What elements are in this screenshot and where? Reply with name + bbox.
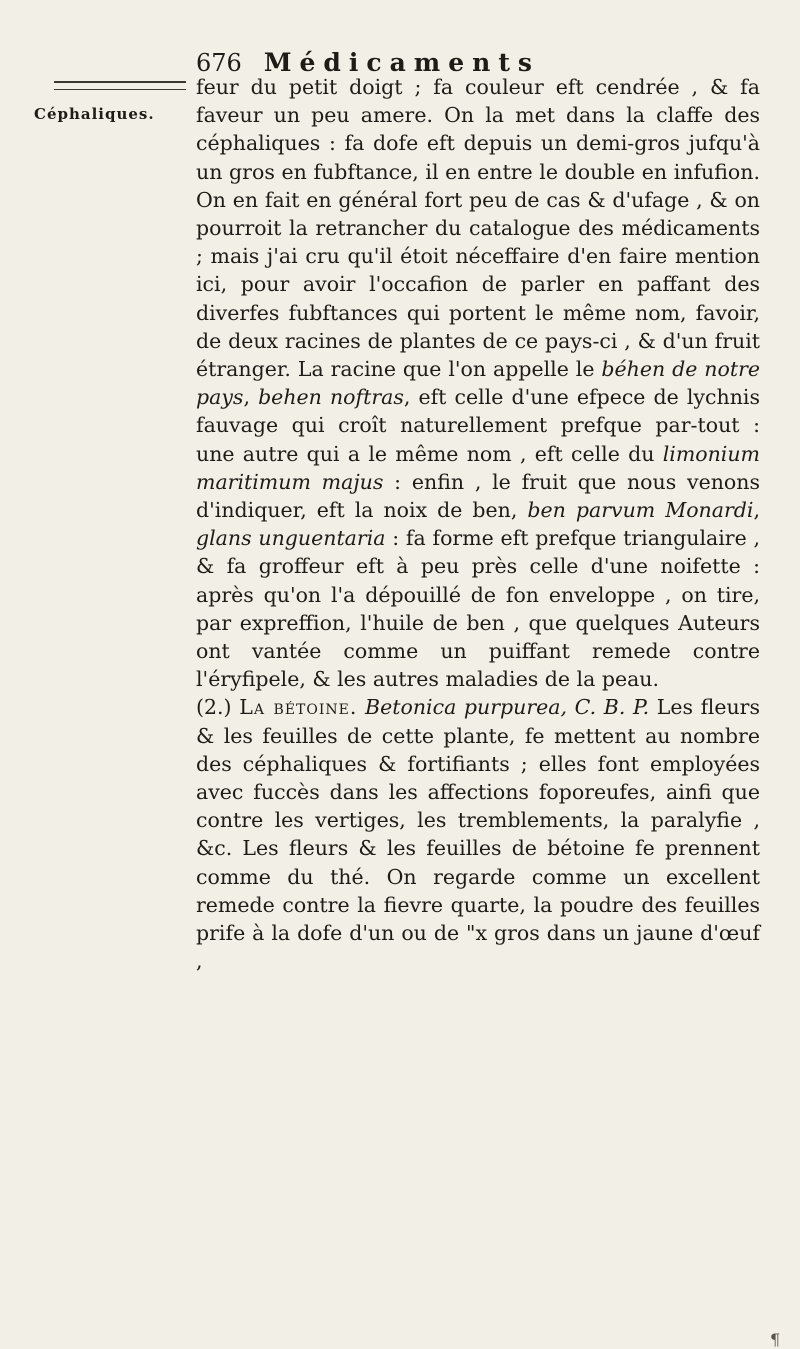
section-number: (2.)	[196, 695, 232, 720]
running-title: Médicaments	[263, 48, 540, 77]
text-run: : fa forme eft prefque triangulaire , & fa groffeur eft à peu près celle d'une noifette : après qu'on l'a dépouillé de fon enveloppe , on tire, par expreffion, l'huile de ben , que quelques Auteurs ont vantée comme un puiffant remede contre l'éryfipele, & les autres maladies de la peau.	[196, 526, 760, 692]
text-run: ,	[243, 385, 259, 410]
paragraph-1	[196, 73, 760, 693]
margin-rule	[54, 81, 186, 90]
latin-name: Betonica purpurea, C. B. P.	[365, 695, 650, 720]
page-number: 676	[196, 49, 242, 77]
italic-term: behen noftras	[258, 385, 404, 410]
text-run: : enfin , le fruit que nous venons d'indiquer, eft la noix de ben,	[196, 469, 760, 523]
italic-term: limonium maritimum majus	[196, 441, 760, 494]
text-run: , eft celle d'une efpece de lychnis fauvage qui croît naturellement prefque par-tout : une autre qui a le même nom , eft celle du	[196, 385, 760, 466]
italic-term: béhen de notre pays	[196, 357, 760, 410]
italic-term: glans unguentaria	[196, 526, 386, 551]
text-run: ,	[753, 498, 760, 523]
section-heading: La bétoine.	[239, 695, 358, 720]
text-run: Les fleurs & les feuilles de cette plante, fe mettent au nombre des céphaliques & fortifiants ; elles font employées avec fuccès dans les affections foporeufes, ainfi que contre les vertiges, les tremblements, la paralyfie , &c. Les fleurs & les feuilles de bétoine fe prennent comme du thé. On regarde comme un excellent remede contre la fievre quarte, la poudre des feuilles prife à la dofe d'un ou de "x gros dans un jaune d'œuf ,	[196, 695, 760, 974]
paragraph-2	[196, 693, 760, 975]
signature-mark: ¶	[770, 1330, 781, 1349]
text-run: feur du petit doigt ; fa couleur eft cendrée , & fa faveur un peu amere. On la met dans la claffe des céphaliques : fa dofe eft depuis un demi-gros jufqu'à un gros en fubftance, il en entre le double en infufion. On en fait en général fort peu de cas & d'ufage , & on pourroit la retrancher du catalogue des médicaments ; mais j'ai cru qu'il étoit néceffaire d'en faire mention ici, pour avoir l'occafion de parler en paffant des diverfes fubftances qui portent le même nom, favoir, de deux racines de plantes de ce pays-ci , & d'un fruit étranger. La racine que l'on appelle le	[196, 75, 760, 382]
margin-note: Céphaliques.	[34, 105, 155, 123]
body-text	[196, 73, 760, 976]
italic-term: ben parvum Monardi	[527, 498, 754, 523]
